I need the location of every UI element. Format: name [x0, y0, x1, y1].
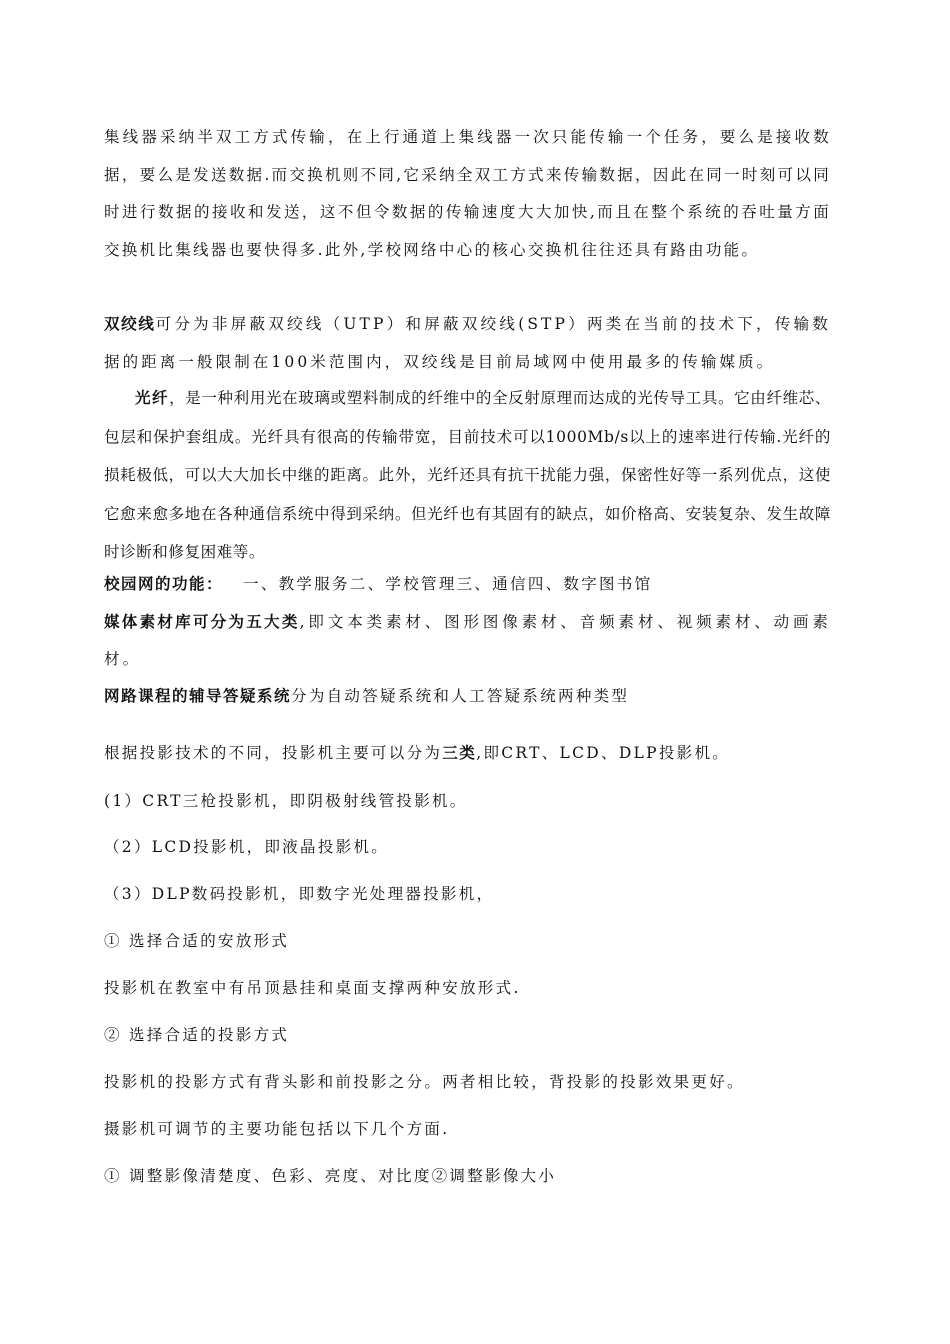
list-item-lcd: （2）LCD投影机，即液晶投影机。 — [104, 838, 390, 856]
list-item-crt: (1）CRT三枪投影机，即阴极射线管投影机。 — [104, 792, 468, 810]
list-item-adjust-image: ① 调整影像清楚度、色彩、亮度、对比度②调整影像大小 — [104, 1167, 557, 1185]
term-media-library: 媒体素材库可分为五大类 — [104, 613, 300, 631]
term-fiber: 光纤 — [135, 389, 170, 407]
paragraph-fiber — [104, 379, 831, 572]
list-item-placement-heading: ① 选择合适的安放形式 — [104, 932, 290, 950]
term-campus-network: 校园网的功能： — [104, 575, 224, 593]
fiber-text: ，是一种利用光在玻璃或塑料制成的纤维中的全反射原理而达成的光传导工具。它由纤维芯、包层和保护套组成。光纤具有很高的传输带宽，目前技术可以1000Mb/s以上的速率进行传输.光纤的损耗极低，可以大大加长中继的距离。此外，光纤还具有抗干扰能力强，保密性好等一系列优点，这使它愈来愈多地在各种通信系统中得到采纳。但光纤也有其固有的缺点，如价格高、安装复杂、发生故障时诊断和修复困难等。 — [104, 389, 831, 561]
paragraph-hub-switch-text: 集线器采纳半双工方式传输，在上行通道上集线器一次只能传输一个任务，要么是接收数据，要么是发送数据.而交换机则不同,它采纳全双工方式来传输数据，因此在同一时刻可以同时进行数据的接收和发送，这不但令数据的传输速度大大加快,而且在整个系统的吞吐量方面交换机比集线器也要快得多.此外,学校网络中心的核心交换机往往还具有路由功能。 — [104, 128, 831, 259]
list-item-projection-heading: ② 选择合适的投影方式 — [104, 1026, 290, 1044]
paragraph-twisted-pair — [104, 306, 831, 381]
term-three-types: 三类 — [442, 744, 477, 762]
twisted-pair-text: 可分为非屏蔽双绞线（UTP）和屏蔽双绞线(STP）两类在当前的技术下，传输数据的距离一般限制在100米范围内，双绞线是目前局域网中使用最多的传输媒质。 — [104, 315, 831, 371]
list-item-projection-text: 投影机的投影方式有背头影和前投影之分。两者相比较，背投影的投影效果更好。 — [104, 1073, 745, 1091]
paragraph-campus-network — [104, 572, 831, 596]
list-item-placement-text: 投影机在教室中有吊顶悬挂和桌面支撑两种安放形式. — [104, 979, 521, 997]
media-library-text: ,即文本类素材、图形图像素材、音频素材、视频素材、动画素材。 — [104, 613, 831, 668]
paragraph-hub-switch — [104, 119, 831, 269]
projector-types-post: ,即CRT、LCD、DLP投影机。 — [476, 744, 731, 762]
campus-network-text: 一、教学服务二、学校管理三、通信四、数字图书馆 — [243, 575, 653, 593]
paragraph-media-library — [104, 604, 831, 678]
paragraph-projector-types — [104, 741, 831, 765]
term-twisted-pair: 双绞线 — [104, 315, 156, 333]
list-item-adjustable-functions: 摄影机可调节的主要功能包括以下几个方面. — [104, 1120, 450, 1138]
paragraph-tutoring-system — [104, 684, 831, 708]
projector-types-pre: 根据投影技术的不同，投影机主要可以分为 — [104, 744, 443, 762]
tutoring-system-text: 分为自动答疑系统和人工答疑系统两种类型 — [291, 687, 630, 705]
term-tutoring-system: 网路课程的辅导答疑系统 — [104, 687, 292, 705]
list-item-dlp: （3）DLP数码投影机，即数字光处理器投影机， — [104, 885, 495, 903]
